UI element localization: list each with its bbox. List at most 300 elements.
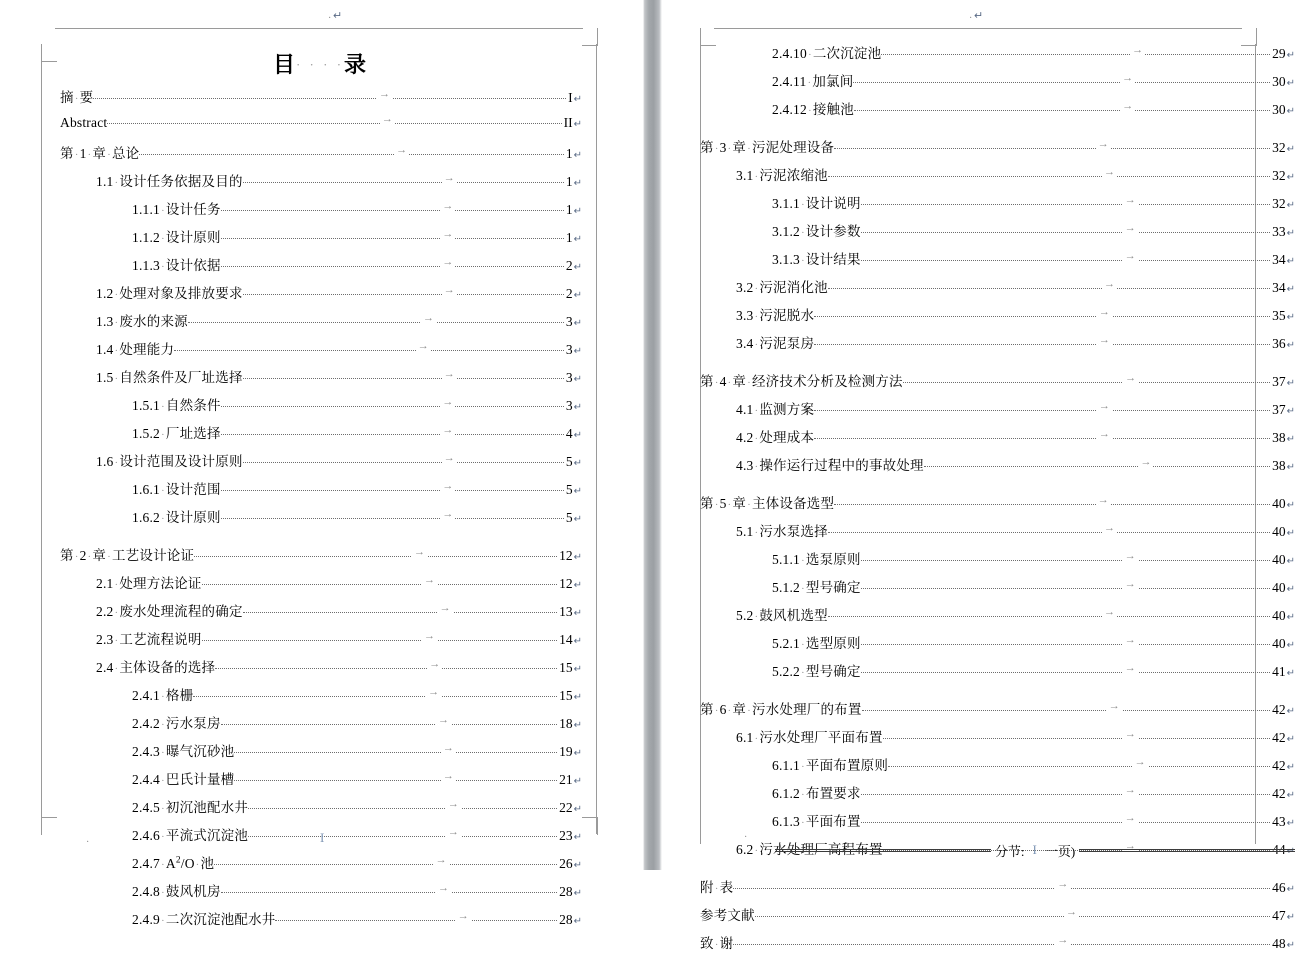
toc-dot-leader — [221, 883, 557, 896]
tab-arrow-icon: → — [457, 910, 469, 922]
leader-dots — [888, 766, 1270, 767]
paragraph-mark: ↵ — [1286, 144, 1295, 155]
tab-arrow-icon: → — [442, 742, 454, 754]
tab-arrow-icon: → — [381, 113, 393, 125]
toc-entry[interactable] — [60, 908, 582, 936]
toc-entry[interactable] — [60, 656, 582, 684]
toc-entry-page-number: 23 — [559, 828, 573, 843]
page-title-char-2: 录 — [344, 52, 368, 77]
toc-dot-leader — [861, 579, 1270, 592]
toc-entry-page-number: 14 — [559, 632, 573, 647]
toc-entry-label: 3.2·污泥消化池 — [736, 280, 828, 295]
toc-entry-label: 摘·要 — [60, 90, 94, 105]
toc-dot-leader — [861, 251, 1270, 264]
toc-entry[interactable] — [60, 684, 582, 712]
tab-arrow-icon: → — [1098, 428, 1110, 440]
toc-entry-label: 4.2·处理成本 — [736, 430, 815, 445]
toc-entry-label: 6.1.1·平面布置原则 — [772, 758, 889, 773]
paragraph-mark: ↵ — [573, 552, 582, 563]
toc-entry-page-number: 12 — [559, 576, 573, 591]
leader-dots — [861, 644, 1270, 645]
toc-entry-label: 2.3·工艺流程说明 — [96, 632, 202, 647]
tab-arrow-icon: → — [443, 452, 455, 464]
tab-arrow-icon: → — [1097, 494, 1109, 506]
toc-entry-label: 4.1·监测方案 — [736, 402, 815, 417]
paragraph-mark: ↵ — [1286, 200, 1295, 211]
toc-entry[interactable] — [700, 332, 1295, 360]
toc-dot-leader — [755, 907, 1270, 920]
toc-entry[interactable] — [60, 170, 582, 198]
toc-entry[interactable] — [700, 876, 1295, 904]
toc-entry[interactable] — [60, 254, 582, 282]
paragraph-mark: ↵ — [573, 888, 582, 899]
toc-entry[interactable] — [700, 660, 1295, 688]
paragraph-mark: ↵ — [573, 262, 582, 273]
toc-entry[interactable] — [700, 632, 1295, 660]
paragraph-mark: ↵ — [1286, 434, 1295, 445]
toc-dot-leader — [221, 715, 557, 728]
toc-entry-page-number: 40 — [1272, 552, 1286, 567]
toc-list-left[interactable] — [60, 86, 582, 936]
tab-arrow-icon: → — [443, 284, 455, 296]
paragraph-mark: ↵ — [1286, 818, 1295, 829]
toc-entry-page-number: 30 — [1272, 102, 1286, 117]
leader-dots — [861, 204, 1270, 205]
tab-arrow-icon: → — [437, 882, 449, 894]
toc-dot-leader — [861, 551, 1270, 564]
toc-dot-leader — [828, 607, 1270, 620]
toc-entry-page-number: 40 — [1272, 496, 1286, 511]
paragraph-mark: ↵ — [1286, 228, 1295, 239]
toc-entry[interactable] — [700, 454, 1295, 482]
toc-entry-label: 4.3·操作运行过程中的事故处理 — [736, 458, 924, 473]
tab-arrow-icon: → — [435, 854, 447, 866]
toc-dot-leader — [861, 813, 1270, 826]
toc-entry-page-number: 28 — [559, 912, 573, 927]
leader-dots — [243, 378, 564, 379]
toc-entry-page-number: 2 — [565, 286, 573, 301]
toc-dot-leader — [853, 73, 1270, 86]
tab-arrow-icon: → — [1124, 728, 1136, 740]
toc-entry-page-number: 41 — [1272, 664, 1286, 679]
section-break-prefix: 分节: — [994, 843, 1025, 859]
toc-entry-page-number: 2 — [565, 258, 573, 273]
toc-dot-leader — [174, 341, 564, 354]
toc-entry-page-number: 26 — [559, 856, 573, 871]
paragraph-mark: ↵ — [1286, 706, 1295, 717]
paragraph-mark: ↵ — [1286, 668, 1295, 679]
toc-dot-leader — [243, 369, 564, 382]
toc-entry-label: 1.4·处理能力 — [96, 342, 175, 357]
toc-entry[interactable] — [700, 520, 1295, 548]
toc-entry-page-number: 21 — [559, 772, 573, 787]
toc-entry-label: 2.4.5·初沉池配水井 — [132, 800, 249, 815]
page-separator-gap — [643, 0, 662, 870]
toc-dot-leader — [221, 481, 564, 494]
toc-dot-leader — [221, 509, 564, 522]
paragraph-mark: ↵ — [573, 636, 582, 647]
toc-dot-leader — [828, 167, 1270, 180]
toc-entry[interactable] — [700, 164, 1295, 192]
toc-entry-label: 第·2·章·工艺设计论证 — [60, 548, 195, 563]
toc-entry-label: 6.1.2·布置要求 — [772, 786, 861, 801]
crop-mark-bottom-left — [41, 817, 57, 835]
toc-entry[interactable] — [60, 86, 582, 114]
toc-entry-page-number: 35 — [1272, 308, 1286, 323]
paragraph-mark: ↵ — [1286, 790, 1295, 801]
toc-entry[interactable] — [700, 398, 1295, 426]
toc-entry-label: 第·3·章·污泥处理设备 — [700, 140, 835, 155]
toc-entry-page-number: 36 — [1272, 336, 1286, 351]
section-break-line-left — [775, 849, 991, 852]
toc-dot-leader — [188, 313, 564, 326]
toc-entry-page-number: 37 — [1272, 374, 1286, 389]
paragraph-mark: ↵ — [573, 804, 582, 815]
leader-dots — [854, 110, 1270, 111]
footer-page-number: I — [320, 830, 325, 845]
leader-dots — [221, 434, 564, 435]
tab-arrow-icon: → — [1124, 784, 1136, 796]
toc-dot-leader — [248, 827, 557, 840]
toc-dot-leader — [194, 547, 557, 560]
toc-entry[interactable] — [700, 548, 1295, 576]
toc-entry[interactable] — [60, 226, 582, 254]
tab-arrow-icon: → — [442, 424, 454, 436]
toc-entry-label: 6.1·污水处理厂平面布置 — [736, 730, 883, 745]
tab-arrow-icon: → — [1104, 166, 1116, 178]
toc-dot-leader — [248, 799, 557, 812]
leader-dots — [202, 640, 558, 641]
toc-dot-leader — [861, 195, 1270, 208]
paragraph-mark: ↵ — [573, 720, 582, 731]
toc-entry-label: 1.6.1·设计范围 — [132, 482, 221, 497]
leader-dots — [861, 588, 1270, 589]
leader-dots — [883, 738, 1270, 739]
toc-entry-label: 致·谢 — [700, 936, 734, 951]
tab-arrow-icon: → — [1124, 194, 1136, 206]
toc-entry-label: 2.4.8·鼓风机房 — [132, 884, 221, 899]
leader-dots — [93, 98, 566, 99]
toc-entry[interactable] — [700, 604, 1295, 632]
leader-dots — [733, 888, 1270, 889]
tab-arrow-icon: → — [1104, 522, 1116, 534]
toc-entry-label: 5.2.1·选型原则 — [772, 636, 861, 651]
toc-entry[interactable] — [700, 370, 1295, 398]
tab-arrow-icon: → — [417, 340, 429, 352]
toc-entry[interactable] — [60, 852, 582, 880]
tab-arrow-icon: → — [442, 480, 454, 492]
leader-dots — [221, 210, 564, 211]
toc-entry[interactable] — [700, 220, 1295, 248]
toc-entry[interactable] — [60, 628, 582, 656]
toc-entry-page-number: 40 — [1272, 636, 1286, 651]
paragraph-mark: ↵ — [1286, 612, 1295, 623]
toc-entry-page-number: 5 — [565, 482, 573, 497]
tab-arrow-icon: → — [1098, 334, 1110, 346]
toc-entry[interactable] — [60, 114, 582, 142]
toc-entry-page-number: 38 — [1272, 430, 1286, 445]
paragraph-mark: ↵ — [1286, 284, 1295, 295]
leader-dots — [248, 836, 557, 837]
tab-arrow-icon: → — [439, 602, 451, 614]
toc-entry-label: 第·5·章·主体设备选型 — [700, 496, 835, 511]
toc-entry[interactable] — [700, 70, 1295, 98]
paragraph-mark: ↵ — [1286, 884, 1295, 895]
toc-entry[interactable] — [60, 506, 582, 534]
toc-dot-leader — [814, 335, 1270, 348]
paragraph-mark: ↵ — [1286, 912, 1295, 923]
toc-entry[interactable] — [700, 192, 1295, 220]
toc-dot-leader — [202, 631, 558, 644]
paragraph-mark: ↵ — [573, 580, 582, 591]
toc-entry-label: 1.1.2·设计原则 — [132, 230, 221, 245]
crop-mark-top-left — [41, 44, 57, 62]
leader-dots — [243, 294, 564, 295]
page-right[interactable] — [662, 0, 1314, 951]
toc-entry[interactable] — [700, 782, 1295, 810]
leader-dots — [861, 232, 1270, 233]
right-margin-rule — [596, 44, 597, 834]
leader-dots — [194, 556, 557, 557]
toc-entry[interactable] — [700, 492, 1295, 520]
toc-entry-page-number: 34 — [1272, 252, 1286, 267]
toc-dot-leader — [107, 114, 561, 127]
toc-entry-page-number: 15 — [559, 660, 573, 675]
tab-arrow-icon: → — [447, 826, 459, 838]
tab-arrow-icon: → — [424, 574, 435, 586]
toc-entry[interactable] — [60, 740, 582, 768]
paragraph-mark: ↵ — [573, 486, 582, 497]
toc-entry[interactable] — [700, 726, 1295, 754]
toc-entry[interactable] — [700, 98, 1295, 126]
toc-dot-leader — [814, 401, 1270, 414]
paragraph-mark: ↵ — [573, 150, 582, 161]
toc-entry[interactable] — [60, 338, 582, 366]
tab-arrow-icon: → — [1134, 756, 1146, 768]
tab-arrow-icon: → — [1124, 550, 1136, 562]
toc-dot-leader — [93, 89, 566, 102]
tab-arrow-icon: → — [1124, 662, 1136, 674]
paragraph-mark: ↵ — [1286, 312, 1295, 323]
toc-entry[interactable] — [60, 366, 582, 394]
toc-entry-label: 第·1·章·总论 — [60, 146, 140, 161]
paragraph-mark: ↵ — [573, 430, 582, 441]
leader-dots — [215, 668, 557, 669]
toc-entry-label: 5.2.2·型号确定 — [772, 664, 861, 679]
header-space-dot: · — [328, 13, 332, 24]
paragraph-mark: ↵ — [1286, 584, 1295, 595]
toc-entry[interactable] — [700, 426, 1295, 454]
toc-entry-label: 5.1.2·型号确定 — [772, 580, 861, 595]
toc-entry[interactable] — [700, 754, 1295, 782]
toc-dot-leader — [202, 575, 558, 588]
toc-entry-label: 1.5.2·厂址选择 — [132, 426, 221, 441]
leader-dots — [275, 920, 557, 921]
page-title-char-1: 目 — [272, 52, 296, 77]
toc-dot-leader — [814, 429, 1270, 442]
toc-entry-page-number: II — [563, 115, 573, 130]
section-break-marker — [775, 840, 1295, 860]
tab-arrow-icon: → — [429, 658, 441, 670]
paragraph-mark: ↵ — [573, 94, 582, 105]
toc-entry[interactable] — [60, 768, 582, 796]
toc-dot-leader — [221, 425, 564, 438]
toc-entry[interactable] — [700, 932, 1295, 960]
toc-entry[interactable] — [60, 544, 582, 572]
toc-entry[interactable] — [60, 880, 582, 908]
toc-entry-page-number: I — [568, 90, 573, 105]
toc-entry-page-number: 32 — [1272, 196, 1286, 211]
paragraph-mark: ↵ — [1286, 106, 1295, 117]
toc-entry-page-number: 30 — [1272, 74, 1286, 89]
toc-entry[interactable] — [700, 698, 1295, 726]
paragraph-mark: ↵ — [573, 318, 582, 329]
page-left[interactable] — [0, 0, 643, 927]
leader-dots — [834, 148, 1270, 149]
toc-entry-page-number: 1 — [565, 146, 573, 161]
toc-entry[interactable] — [60, 422, 582, 450]
toc-dot-leader — [234, 771, 557, 784]
leader-dots — [903, 382, 1270, 383]
toc-list-right[interactable] — [700, 42, 1295, 960]
paragraph-mark: ↵ — [573, 916, 582, 927]
toc-entry-page-number: 34 — [1272, 280, 1286, 295]
tab-arrow-icon: → — [1057, 878, 1069, 890]
toc-entry[interactable] — [700, 904, 1295, 932]
toc-dot-leader — [275, 911, 557, 924]
toc-entry[interactable] — [60, 142, 582, 170]
toc-entry[interactable] — [60, 712, 582, 740]
toc-entry-page-number: 29 — [1272, 46, 1286, 61]
paragraph-mark: ↵ — [573, 206, 582, 217]
toc-entry-label: 3.1.2·设计参数 — [772, 224, 861, 239]
toc-entry[interactable] — [700, 304, 1295, 332]
leader-dots — [243, 612, 557, 613]
toc-entry[interactable] — [700, 810, 1295, 838]
leader-dots — [139, 154, 563, 155]
toc-dot-leader — [234, 743, 557, 756]
leader-dots — [834, 504, 1270, 505]
toc-entry-label: 1.2·处理对象及排放要求 — [96, 286, 243, 301]
tab-arrow-icon: → — [422, 312, 434, 324]
toc-entry[interactable] — [60, 198, 582, 226]
paragraph-mark: ↵ — [573, 290, 582, 301]
toc-entry-page-number: 1 — [565, 174, 573, 189]
toc-entry-page-number: 3 — [565, 314, 573, 329]
leader-dots — [862, 710, 1271, 711]
toc-entry[interactable] — [700, 248, 1295, 276]
paragraph-mark: ↵ — [1286, 78, 1295, 89]
paragraph-mark: ↵ — [1286, 340, 1295, 351]
toc-entry-page-number: 12 — [559, 548, 573, 563]
paragraph-mark: ↵ — [1286, 640, 1295, 651]
section-break-roman: I — [1032, 842, 1037, 857]
toc-entry[interactable] — [60, 310, 582, 338]
toc-entry[interactable] — [700, 136, 1295, 164]
toc-entry-page-number: 48 — [1272, 936, 1286, 951]
toc-dot-leader — [834, 139, 1270, 152]
toc-entry[interactable] — [60, 600, 582, 628]
toc-entry-page-number: 38 — [1272, 458, 1286, 473]
tab-arrow-icon: → — [1098, 400, 1110, 412]
tab-arrow-icon: → — [1132, 44, 1144, 56]
paragraph-mark: ↵ — [573, 346, 582, 357]
tab-arrow-icon: → — [1124, 250, 1136, 262]
toc-entry[interactable] — [60, 796, 582, 824]
paragraph-mark: ↵ — [573, 692, 582, 703]
toc-entry[interactable] — [60, 394, 582, 422]
leader-dots — [221, 490, 564, 491]
toc-dot-leader — [243, 285, 564, 298]
tab-arrow-icon: → — [1104, 606, 1116, 618]
toc-dot-leader — [733, 879, 1270, 892]
toc-entry-page-number: 5 — [565, 510, 573, 525]
tab-arrow-icon: → — [1124, 222, 1136, 234]
toc-dot-leader — [193, 687, 557, 700]
toc-entry[interactable] — [700, 42, 1295, 70]
leader-dots — [755, 916, 1270, 917]
toc-entry-label: 2.4.1·格栅 — [132, 688, 194, 703]
tab-arrow-icon: → — [442, 228, 454, 240]
toc-entry-label: 3.1·污泥浓缩池 — [736, 168, 828, 183]
paragraph-mark: ↵ — [573, 458, 582, 469]
toc-entry[interactable] — [700, 276, 1295, 304]
paragraph-mark: ↵ — [1286, 256, 1295, 267]
toc-entry-page-number: 13 — [559, 604, 573, 619]
toc-dot-leader — [139, 145, 563, 158]
paragraph-mark: ↵ — [1286, 172, 1295, 183]
tab-arrow-icon: → — [378, 88, 390, 100]
leader-dots — [814, 438, 1270, 439]
leader-dots — [814, 410, 1270, 411]
toc-entry-page-number: 4 — [565, 426, 573, 441]
toc-entry-label: 1.1.1·设计任务 — [132, 202, 221, 217]
toc-entry[interactable] — [700, 576, 1295, 604]
tab-arrow-icon: → — [442, 200, 454, 212]
leader-dots — [234, 780, 557, 781]
leader-dots — [221, 518, 564, 519]
toc-entry-page-number: 19 — [559, 744, 573, 759]
footer-space-dot-left: · — [86, 837, 90, 848]
leader-dots — [107, 123, 561, 124]
tab-arrow-icon: → — [413, 546, 425, 558]
tab-arrow-icon: → — [1124, 840, 1136, 852]
toc-entry[interactable] — [60, 282, 582, 310]
leader-dots — [828, 288, 1270, 289]
toc-entry-label: 1.5.1·自然条件 — [132, 398, 221, 413]
toc-entry-label: 1.5·自然条件及厂址选择 — [96, 370, 243, 385]
toc-entry-label: 第·4·章·经济技术分析及检测方法 — [700, 374, 903, 389]
toc-dot-leader — [924, 457, 1270, 470]
toc-entry-page-number: 47 — [1272, 908, 1286, 923]
toc-dot-leader — [854, 101, 1270, 114]
toc-entry[interactable] — [60, 572, 582, 600]
toc-entry-label: 6.2·污水处理厂高程布置 — [736, 842, 883, 857]
toc-entry-label: 2.4·主体设备的选择 — [96, 660, 216, 675]
toc-entry-label: 2.4.3·曝气沉砂池 — [132, 744, 235, 759]
leader-dots — [924, 466, 1270, 467]
toc-entry[interactable] — [60, 478, 582, 506]
toc-entry-page-number: 37 — [1272, 402, 1286, 417]
tab-arrow-icon: → — [442, 396, 454, 408]
leader-dots — [861, 260, 1270, 261]
leader-dots — [214, 864, 557, 865]
toc-entry-label: 参考文献 — [700, 908, 755, 923]
tab-arrow-icon: → — [1097, 138, 1109, 150]
toc-entry-page-number: 5 — [565, 454, 573, 469]
toc-entry[interactable] — [60, 450, 582, 478]
leader-dots — [881, 54, 1270, 55]
